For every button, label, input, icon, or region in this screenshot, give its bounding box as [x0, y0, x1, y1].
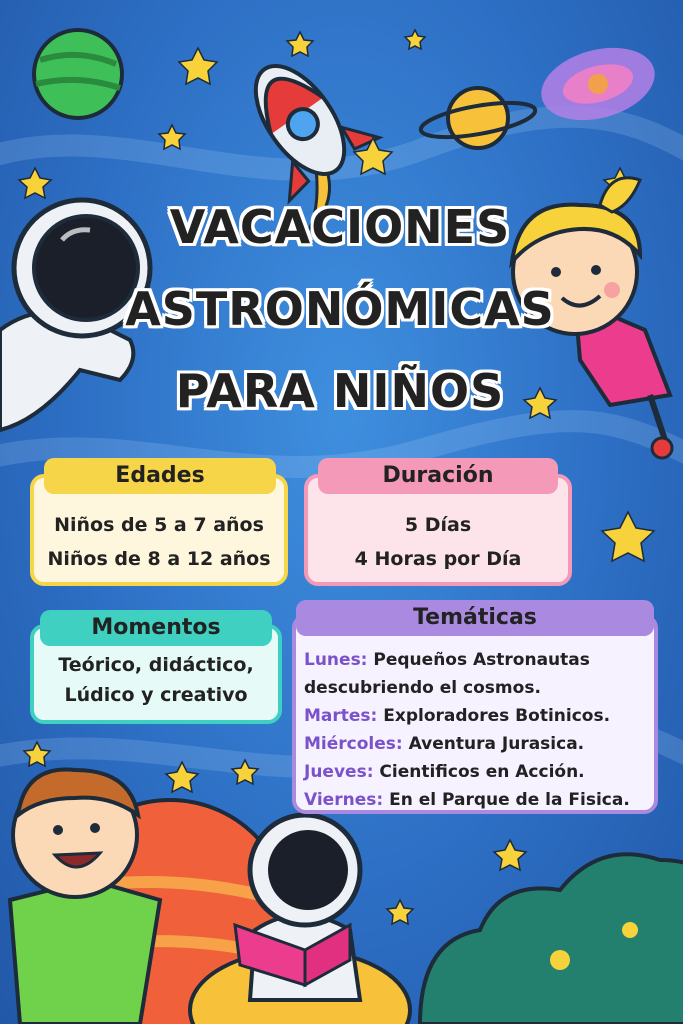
duracion-heading: Duración: [318, 458, 558, 494]
tematica-miercoles: Miércoles: Aventura Jurasica.: [304, 734, 585, 754]
boy-icon: [10, 770, 160, 1024]
tematica-jueves: Jueves: Cientificos en Acción.: [304, 762, 585, 782]
edades-item-2: Niños de 8 a 12 años: [47, 548, 271, 570]
momentos-item-2: Lúdico y creativo: [64, 684, 248, 706]
tematicas-heading: Temáticas: [296, 600, 654, 636]
edades-item-1: Niños de 5 a 7 años: [54, 514, 264, 536]
momentos-item-1: Teórico, didáctico,: [58, 654, 254, 676]
tematica-martes: Martes: Exploradores Botinicos.: [304, 706, 611, 726]
title-line-2: ASTRONÓMICAS: [125, 282, 555, 336]
duracion-item-1: 5 Días: [404, 514, 472, 536]
edades-heading: Edades: [44, 458, 276, 494]
tematicas-card: [292, 614, 658, 814]
green-planet-icon: [34, 30, 122, 118]
title-line-1: VACACIONES: [169, 200, 511, 254]
title-line-3: PARA NIÑOS: [175, 364, 505, 418]
tematica-lunes-cont: descubriendo el cosmos.: [304, 678, 541, 698]
bush-icon: [420, 854, 683, 1024]
tematica-lunes: Lunes: Pequeños Astronautas: [304, 650, 590, 670]
duracion-item-2: 4 Horas por Día: [354, 548, 522, 570]
tematica-viernes: Viernes: En el Parque de la Fisica.: [304, 790, 630, 810]
momentos-heading: Momentos: [40, 610, 272, 646]
